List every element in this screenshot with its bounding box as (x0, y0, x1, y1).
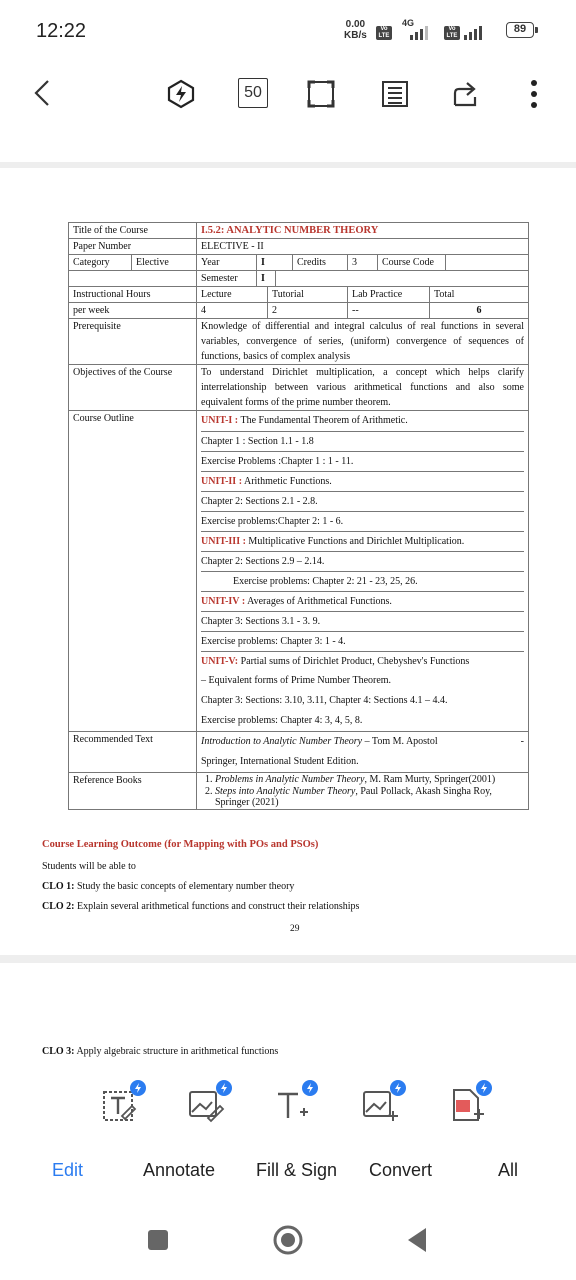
semester-label: Semester (201, 273, 238, 284)
hours-label-line2: per week (69, 302, 196, 318)
category-label: Category (73, 257, 110, 268)
clo-1: CLO 1: Study the basic concepts of elementary number theory (42, 881, 295, 892)
recommended-dash: - (520, 736, 524, 747)
outline-row: Exercise problems: Chapter 2: 21 - 23, 25, 26. (201, 571, 524, 591)
add-image-icon[interactable] (360, 1084, 400, 1124)
clo-2: CLO 2: Explain several arithmetical functions and construct their relationships (42, 901, 360, 912)
tutorial-label: Tutorial (267, 287, 347, 302)
network-speed-unit: KB/s (344, 30, 367, 41)
year-credits-cell (197, 255, 529, 271)
prerequisite-value: Knowledge of differential and integral calculus of real functions in several variables, convergence of series, (uniform) convergence of sequences of functions, basics of complex analysis (197, 319, 529, 365)
outline-row: Chapter 1 : Section 1.1 - 1.8 (201, 431, 524, 451)
reference-books-value (197, 773, 529, 810)
upgrade-badge-icon (390, 1080, 406, 1096)
clo-heading: Course Learning Outcome (for Mapping with POs and PSOs) (42, 839, 319, 850)
edit-text-icon[interactable] (100, 1084, 140, 1124)
course-outline-label: Course Outline (69, 411, 197, 732)
clo-intro: Students will be able to (42, 861, 136, 872)
home-button-icon[interactable] (272, 1224, 304, 1256)
network-speed-value: 0.00 (345, 19, 366, 30)
upgrade-badge-icon (130, 1080, 146, 1096)
convert-pdf-icon[interactable] (446, 1084, 486, 1124)
battery-icon: 89 (506, 22, 534, 38)
outline-row: Chapter 2: Sections 2.9 – 2.14. (201, 551, 524, 571)
outline-row: Chapter 2: Sections 2.1 - 2.8. (201, 491, 524, 511)
outline-row: UNIT-I : The Fundamental Theorem of Arithmetic. (201, 415, 408, 426)
tab-annotate[interactable]: Annotate (143, 1160, 216, 1180)
objectives-label: Objectives of the Course (69, 365, 197, 411)
upgrade-badge-icon (302, 1080, 318, 1096)
back-arrow-icon[interactable] (28, 78, 56, 108)
network-speed (344, 19, 367, 41)
course-outline (197, 411, 529, 732)
course-code-label: Course Code (377, 255, 445, 270)
sim2-signal-icon (444, 20, 482, 40)
annotate-image-icon[interactable] (186, 1084, 226, 1124)
total-value: 6 (429, 303, 528, 318)
signal-bars-icon (410, 20, 428, 40)
volte-badge: Vo LTE (376, 26, 392, 40)
hours-label (69, 287, 197, 319)
paper-number-label: Paper Number (69, 239, 197, 255)
document-page-next (0, 963, 576, 1063)
hours-cell (197, 287, 529, 319)
semester-value: I (256, 271, 276, 286)
network-type: 4G (402, 18, 415, 28)
back-button-icon[interactable] (404, 1226, 430, 1254)
recents-button-icon[interactable] (148, 1230, 168, 1250)
course-title: I.5.2: ANALYTIC NUMBER THEORY (197, 223, 529, 239)
app-toolbar (0, 68, 576, 124)
semester-cell (197, 271, 529, 287)
outline-row: Exercise problems: Chapter 4: 3, 4, 5, 8. (201, 715, 363, 726)
paper-number-value: ELECTIVE - II (197, 239, 529, 255)
prerequisite-label: Prerequisite (69, 319, 197, 365)
page-number: 29 (290, 924, 300, 934)
total-label: Total (429, 287, 528, 302)
upgrade-badge-icon (216, 1080, 232, 1096)
add-text-icon[interactable] (272, 1084, 312, 1124)
volte-badge-2: Vo LTE (444, 26, 460, 40)
category-cell (69, 255, 197, 271)
credits-label: Credits (292, 255, 347, 270)
title-label: Title of the Course (69, 223, 197, 239)
objectives-value: To understand Dirichlet multiplication, a concept which helps clarify interrelationship between various arithmetical functions and also some equivalent forms of the prime number theorem. (197, 365, 529, 411)
recommended-book-title: Introduction to Analytic Number Theory (201, 736, 363, 747)
outline-row: – Equivalent forms of Prime Number Theorem. (201, 675, 392, 686)
clo-3: CLO 3: Apply algebraic structure in arithmetical functions (42, 1046, 279, 1057)
tab-fill-sign[interactable]: Fill & Sign (256, 1160, 338, 1180)
course-code-value (445, 255, 528, 270)
outline-row: Exercise Problems :Chapter 1 : 1 - 11. (201, 451, 524, 471)
lecture-label: Lecture (201, 289, 232, 300)
reference-books-label: Reference Books (69, 773, 197, 810)
upgrade-badge-icon (476, 1080, 492, 1096)
reference-item: 2. Steps into Analytic Number Theory, Paul Pollack, Akash Singha Roy, Springer (2021) (215, 786, 524, 808)
credits-value: 3 (347, 255, 377, 270)
status-time: 12:22 (36, 20, 87, 42)
page-divider (0, 955, 576, 963)
outline-row: UNIT-IV : Averages of Arithmetical Functions. (201, 591, 524, 611)
ai-lightning-icon[interactable] (165, 79, 197, 109)
outline-row: UNIT-III : Multiplicative Functions and Dirichlet Multiplication. (201, 531, 524, 551)
sim1-signal-icon (376, 20, 394, 40)
outline-row: UNIT-II : Arithmetic Functions. (201, 471, 524, 491)
fullscreen-icon[interactable] (304, 78, 338, 110)
outline-row: UNIT-V: Partial sums of Dirichlet Product, Chebyshev's Functions (201, 651, 524, 671)
recommended-publisher: Springer, International Student Edition. (201, 756, 359, 767)
lecture-value: 4 (201, 305, 206, 316)
outline-row: Exercise problems: Chapter 3: 1 - 4. (201, 631, 524, 651)
reader-mode-icon[interactable] (378, 78, 412, 110)
page-count-button[interactable]: 50 (238, 78, 268, 108)
reference-item: 1. Problems in Analytic Number Theory, M. Ram Murty, Springer(2001) (215, 774, 524, 785)
tab-edit[interactable]: Edit (52, 1160, 84, 1180)
semester-blank (69, 271, 197, 287)
tab-convert[interactable]: Convert (369, 1160, 433, 1180)
outline-row: Exercise problems:Chapter 2: 1 - 6. (201, 511, 524, 531)
lab-practice-value: -- (347, 303, 429, 318)
course-table (68, 222, 529, 810)
more-icon[interactable] (524, 76, 544, 112)
status-bar (0, 0, 576, 60)
category-value: Elective (131, 255, 173, 270)
share-icon[interactable] (448, 78, 482, 110)
outline-row: Chapter 3: Sections: 3.10, 3.11, Chapter 4: Sections 4.1 – 4.4. (201, 695, 448, 706)
recommended-text-label: Recommended Text (69, 732, 197, 773)
outline-row: Chapter 3: Sections 3.1 - 3. 9. (201, 611, 524, 631)
tutorial-value: 2 (267, 303, 347, 318)
lab-practice-label: Lab Practice (347, 287, 429, 302)
hours-label-line1: Instructional Hours (73, 289, 151, 300)
year-label: Year (201, 257, 220, 268)
year-value: I (256, 255, 292, 270)
recommended-text-value (197, 732, 529, 773)
tab-all[interactable]: All (498, 1160, 519, 1180)
document-page (0, 168, 576, 955)
recommended-book-author: – Tom M. Apostol (362, 736, 438, 747)
